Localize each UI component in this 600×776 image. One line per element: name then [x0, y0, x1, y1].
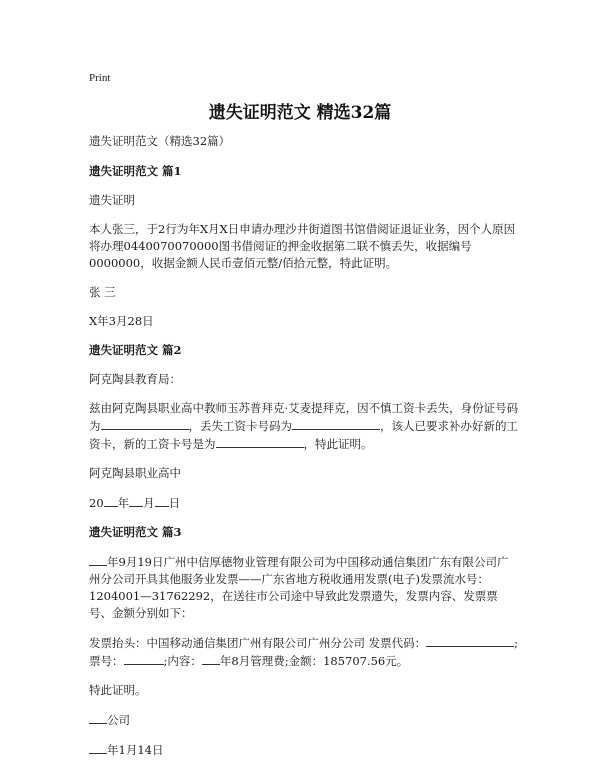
invoice-part4: 年8月管理费;金额：185707.56元。 — [219, 654, 409, 668]
company-name-blank — [89, 711, 107, 724]
date-month-label: 月 — [143, 496, 155, 510]
section3-signature — [89, 711, 519, 729]
section2-body-part4: ，特此证明。 — [303, 437, 373, 451]
section3-body — [89, 553, 519, 622]
date-year-label: 年 — [117, 496, 130, 510]
date-day-label: 日 — [168, 496, 181, 510]
section3-date-text: 年1月14日 — [107, 743, 164, 757]
section2-body-part3: ，该人已要求补办好新的工资卡，新的工资卡号是为 — [89, 419, 518, 451]
section2-date — [89, 494, 519, 512]
new-card-number-blank — [216, 435, 304, 448]
section3-date-blank — [89, 741, 107, 754]
invoice-number-blank — [124, 652, 164, 665]
section3-date — [89, 741, 519, 759]
section-heading-3: 遗失证明范文 篇3 — [89, 525, 182, 539]
day-blank — [155, 494, 169, 507]
invoice-year-blank — [202, 652, 220, 665]
section2-body-part2: ，丢失工资卡号码为 — [188, 419, 292, 433]
section-heading-2: 遗失证明范文 篇2 — [89, 343, 182, 357]
section3-body-text: 年9月19日广州中信厚德物业管理有限公司为中国移动通信集团广东有限公司广州分公司开具其他服务业发票——广东省地方税收通用发票(电子)发票流水号：1204001—31762292，在送往市公司途中导致此发票遗失，发票内容、发票票号、金额分别如下： — [89, 555, 509, 620]
section2-body-part1: 兹由阿克陶县职业高中教师玉苏普拜克·艾麦提拜克，因不慎工资卡丢失，身份证号码为 — [89, 401, 519, 433]
section2-signature: 阿克陶县职业高中 — [89, 466, 181, 480]
id-number-blank — [101, 417, 189, 430]
date-prefix: 20 — [89, 496, 104, 510]
year-blank — [104, 494, 118, 507]
document-subtitle: 遗失证明范文（精选32篇） — [89, 134, 231, 148]
section3-year-blank — [89, 553, 107, 566]
invoice-part1: 发票抬头：中国移动通信集团广州有限公司广州分公司 发票代码： — [89, 636, 427, 650]
section1-date: X年3月28日 — [89, 314, 154, 328]
invoice-part3: ;内容： — [163, 654, 202, 668]
print-link[interactable]: Print — [89, 72, 111, 84]
section3-invoice — [89, 634, 519, 670]
page-title: 遗失证明范文 精选32篇 — [208, 103, 392, 123]
invoice-part2: ;票号： — [89, 636, 519, 668]
lost-card-number-blank — [292, 417, 380, 430]
invoice-code-blank — [426, 634, 514, 647]
section2-greeting: 阿克陶县教育局： — [89, 372, 181, 386]
section-heading-1: 遗失证明范文 篇1 — [89, 164, 182, 178]
section1-body: 本人张三，于2行为年X月X日申请办理沙井街道图书馆借阅证退证业务，因个人原因将办理0440070070000图书借阅证的押金收据第二联不慎丢失，收据编号0000000，收据金额人民币壹佰元整/佰拾元整，特此证明。 — [89, 222, 516, 270]
section1-signature: 张 三 — [89, 285, 116, 299]
section3-signature-text: 公司 — [107, 713, 130, 727]
section2-body — [89, 400, 519, 453]
section3-closing: 特此证明。 — [89, 683, 147, 697]
month-blank — [129, 494, 143, 507]
section1-title-line: 遗失证明 — [89, 193, 135, 207]
document-body — [89, 133, 519, 771]
